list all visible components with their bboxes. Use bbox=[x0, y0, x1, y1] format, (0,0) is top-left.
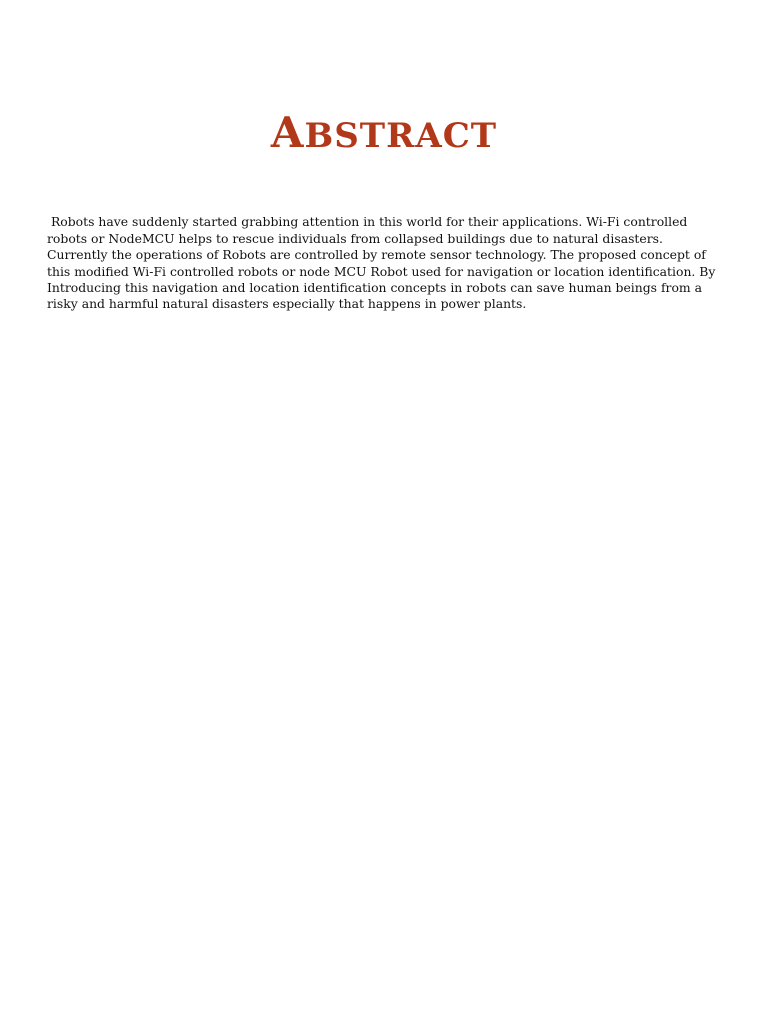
abstract-paragraph: Robots have suddenly started grabbing attention in this world for their applications. Wi-Fi controlled robots or NodeMCU helps to rescue individuals from collapsed buildings due to natural disasters. Currently the operations of Robots are controlled by remote sensor technology. The proposed concept of this modified Wi-Fi controlled robots or node MCU Robot used for navigation or location identification. By Introducing this navigation and location identification concepts in robots can save human beings from a risky and harmful natural disasters especially that happens in power plants. bbox=[47, 214, 720, 312]
heading-rest: BSTRACT bbox=[304, 115, 498, 156]
heading-initial: A bbox=[270, 107, 305, 157]
abstract-heading bbox=[0, 107, 768, 162]
